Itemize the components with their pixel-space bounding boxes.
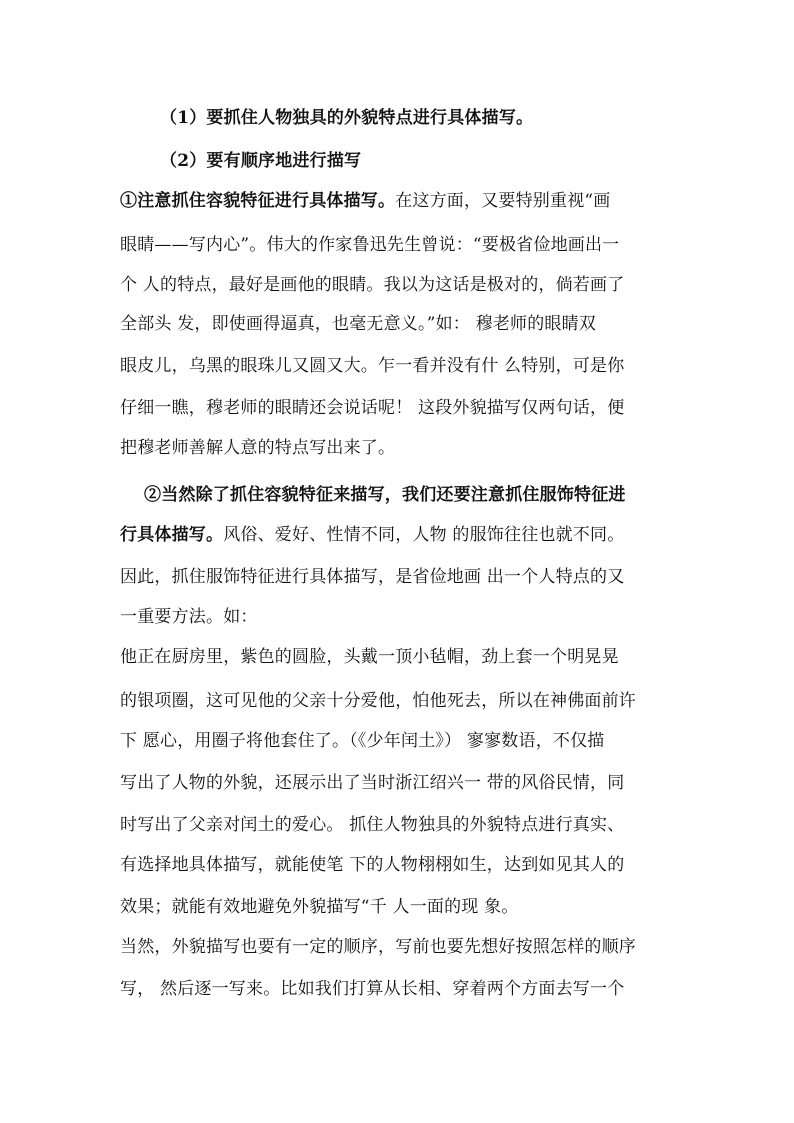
- paragraph-1-line-7: 把穆老师善解人意的特点写出来了。: [120, 438, 396, 458]
- paragraph-1-line-4: 全部头 发，即使画得逼真，也毫无意义。”如： 穆老师的眼睛双: [120, 314, 596, 334]
- paragraph-2-line-2: [120, 524, 680, 546]
- paragraph-1-line-1: [120, 190, 680, 212]
- paragraph-3-line-7: 效果；就能有效地避免外貌描写“千 人一面的现 象。: [120, 897, 519, 917]
- paragraph-2-line-2-rest: 风俗、爱好、性情不同，人物 的服饰往往也就不同。: [223, 525, 625, 545]
- paragraph-3-line-5: 时写出了父亲对闰土的爱心。 抓住人物独具的外貌特点进行真实、: [120, 815, 625, 835]
- paragraph-3-line-6: 有选择地具体描写，就能使笔 下的人物栩栩如生，达到如见其人的: [120, 855, 625, 875]
- paragraph-2-line-4: 一重要方法。如：: [120, 607, 258, 627]
- paragraph-1-line-5: 眼皮儿，乌黑的眼珠儿又圆又大。乍一看并没有什 么特别，可是你: [120, 356, 625, 376]
- paragraph-1-bold-lead: ①注意抓住容貌特征进行具体描写。: [120, 191, 396, 211]
- paragraph-3-line-4: 写出了人物的外貌，还展示出了当时浙江绍兴一 带的风俗民情，同: [120, 773, 625, 793]
- paragraph-4-line-1: 当然，外貌描写也要有一定的顺序，写前也要先想好按照怎样的顺序: [120, 937, 636, 957]
- paragraph-3-line-1: 他正在厨房里，紫色的圆脸，头戴一顶小毡帽，劲上套一个明晃晃: [120, 647, 619, 667]
- paragraph-1-line-1-rest: 在这方面，又要特别重视“画: [395, 191, 611, 211]
- paragraph-3-line-3: 下 愿心，用圈子将他套住了。（《少年闰土》） 寥寥数语，不仅描: [120, 731, 605, 751]
- paragraph-2-line-1: ②当然除了抓住容貌特征来描写，我们还要注意抓住服饰特征进: [144, 485, 626, 505]
- heading-2: （2）要有顺序地进行描写: [160, 151, 362, 171]
- paragraph-1-line-6: 仔细一瞧，穆老师的眼睛还会说话呢！ 这段外貌描写仅两句话，便: [120, 398, 625, 418]
- paragraph-2-bold-lead: 行具体描写。: [120, 525, 224, 545]
- paragraph-1-line-3: 个 人的特点，最好是画他的眼睛。我以为这话是极对的，倘若画了: [120, 275, 625, 295]
- paragraph-4-line-2: 写， 然后逐一写来。比如我们打算从长相、穿着两个方面去写一个: [120, 979, 625, 999]
- paragraph-2-line-3: 因此，抓住服饰特征进行具体描写，是省俭地画 出一个人特点的又: [120, 567, 625, 587]
- paragraph-1-line-2: 眼睛——写内心”。伟大的作家鲁迅先生曾说：“要极省俭地画出一: [120, 235, 620, 255]
- heading-1: （1）要抓住人物独具的外貌特点进行具体描写。: [160, 108, 534, 128]
- paragraph-3-line-2: 的银项圈，这可见他的父亲十分爱他，怕他死去，所以在神佛面前许: [120, 691, 636, 711]
